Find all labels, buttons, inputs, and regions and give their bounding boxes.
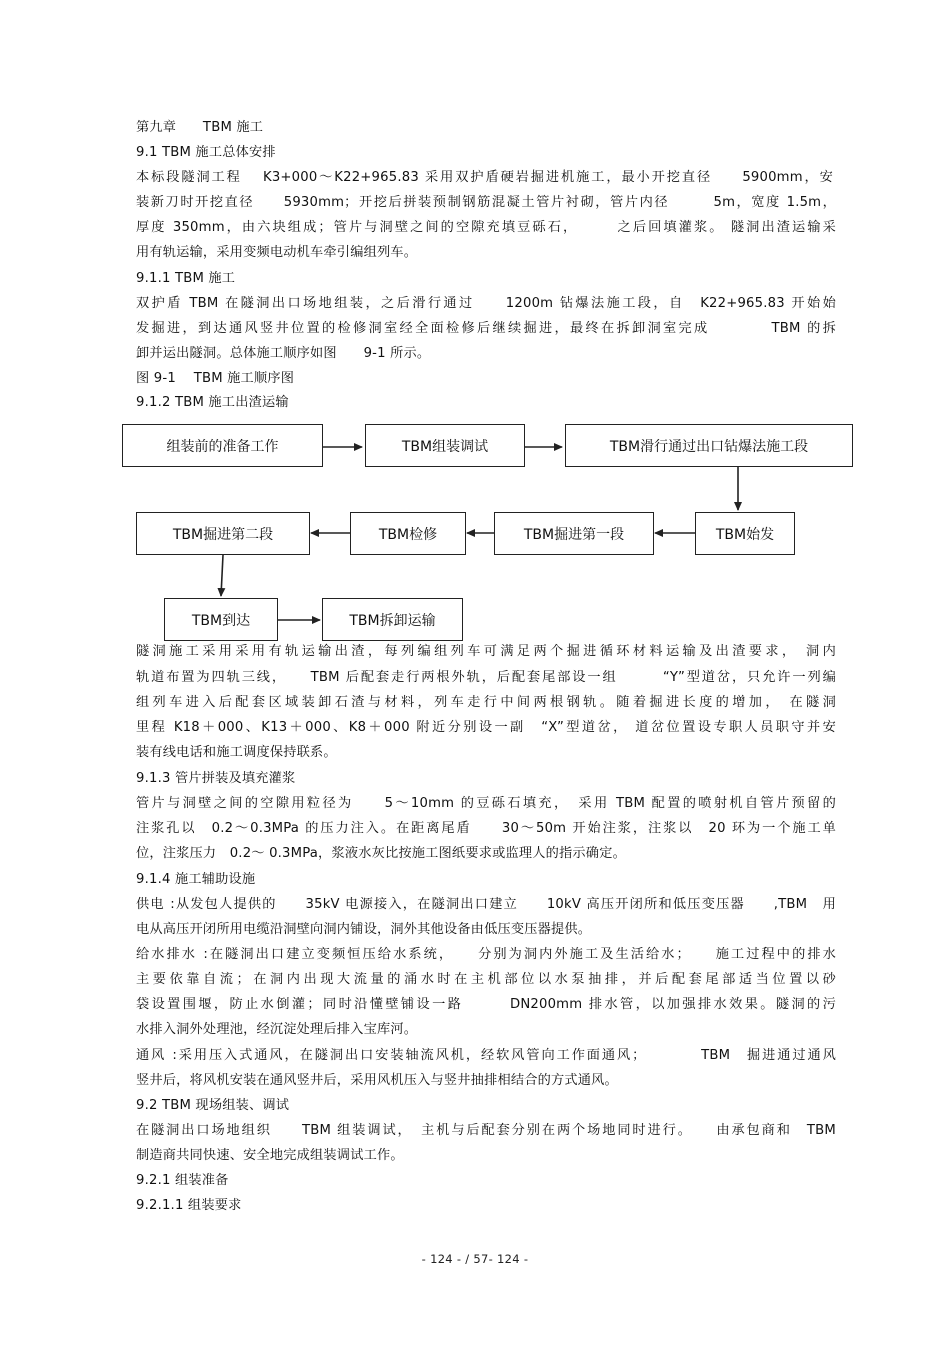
text-line-28: 水排入洞外处理池，经沉淀处理后排入宝库河。 bbox=[136, 1022, 418, 1037]
text-line-15: 组列车进入后配套区域装卸石渣与材料，列车走行中间两根钢轨。随着掘进长度的增加， 在隧洞 bbox=[136, 695, 836, 710]
text-line-31: 9.2 TBM 现场组装、调试 bbox=[136, 1098, 290, 1113]
flow-box-assembly: TBM组装调试 bbox=[365, 424, 525, 467]
text-line-8: 双护盾 TBM 在隧洞出口场地组装，之后滑行通过 1200m 钻爆法施工段，自 K22+965.83 开始始 bbox=[136, 296, 836, 311]
text-line-22: 9.1.4 施工辅助设施 bbox=[136, 872, 256, 887]
flow-box-prep: 组装前的准备工作 bbox=[122, 424, 323, 467]
text-line-5: 厚度 350mm，由六块组成；管片与洞壁之间的空隙充填豆砾石， 之后回填灌浆。 隧洞出渣运输采 bbox=[136, 220, 836, 235]
flow-box-disassembly: TBM拆卸运输 bbox=[322, 598, 463, 641]
text-line-20: 注浆孔以 0.2～0.3MPa 的压力注入。在距离尾盾 30～50m 开始注浆，注浆以 20 环为一个施工单 bbox=[136, 821, 836, 836]
text-line-24: 电从高压开闭所用电缆沿洞壁向洞内铺设，洞外其他设备由低压变压器提供。 bbox=[136, 922, 592, 937]
flow-box-stage1: TBM掘进第一段 bbox=[494, 512, 654, 555]
text-line-34: 9.2.1 组装准备 bbox=[136, 1173, 229, 1188]
text-line-11: 图 9-1 TBM 施工顺序图 bbox=[136, 371, 295, 386]
text-line-21: 位，注浆压力 0.2～ 0.3MPa，浆液水灰比按施工图纸要求或监理人的指示确定。 bbox=[136, 846, 626, 861]
text-line-33: 制造商共同快速、安全地完成组装调试工作。 bbox=[136, 1148, 404, 1163]
text-line-13: 隧洞施工采用采用有轨运输出渣，每列编组列车可满足两个掘进循环材料运输及出渣要求， 洞内 bbox=[136, 644, 836, 659]
text-line-19: 管片与洞壁之间的空隙用粒径为 5～10mm 的豆砾石填充， 采用 TBM 配置的喷射机自管片预留的 bbox=[136, 796, 836, 811]
text-line-16: 里程 K18＋000、K13＋000、K8＋000 附近分别设一副 “X”型道岔， 道岔位置设专职人员职守并安 bbox=[136, 720, 836, 735]
page-footer: - 124 - / 57- 124 - bbox=[421, 1252, 529, 1266]
text-line-23: 供电 :从发包人提供的 35kV 电源接入，在隧洞出口建立 10kV 高压开闭所和低压变压器 ,TBM 用 bbox=[136, 897, 836, 912]
text-line-12: 9.1.2 TBM 施工出渣运输 bbox=[136, 395, 289, 410]
text-line-35: 9.2.1.1 组装要求 bbox=[136, 1198, 242, 1213]
text-line-27: 袋设置围堰，防止水倒灌；同时沿懂壁铺设一路 DN200mm 排水管，以加强排水效果。隧洞的污 bbox=[136, 997, 836, 1012]
text-line-10: 卸并运出隧洞。总体施工顺序如图 9-1 所示。 bbox=[136, 346, 431, 361]
text-line-2: 9.1 TBM 施工总体安排 bbox=[136, 145, 276, 160]
text-line-4: 装新刀时开挖直径 5930mm；开挖后拼装预制钢筋混凝土管片衬砌，管片内径 5m，宽度 1.5m， bbox=[136, 195, 836, 210]
text-line-6: 用有轨运输，采用变频电动机车牵引编组列车。 bbox=[136, 245, 418, 260]
flow-box-arrival: TBM到达 bbox=[164, 598, 278, 641]
text-line-17: 装有线电话和施工调度保持联系。 bbox=[136, 745, 337, 760]
text-line-1: 第九章 TBM 施工 bbox=[136, 120, 264, 135]
flow-box-launch: TBM始发 bbox=[695, 512, 795, 555]
text-line-3: 本标段隧洞工程 K3+000～K22+965.83 采用双护盾硬岩掘进机施工，最小开挖直径 5900mm，安 bbox=[136, 170, 833, 185]
text-line-26: 主要依靠自流；在洞内出现大流量的涌水时在主机部位以水泵抽排，并后配套尾部适当位置以砂 bbox=[136, 972, 836, 987]
text-line-32: 在隧洞出口场地组织 TBM 组装调试， 主机与后配套分别在两个场地同时进行。 由承包商和 TBM bbox=[136, 1123, 836, 1138]
text-line-7: 9.1.1 TBM 施工 bbox=[136, 271, 236, 286]
text-line-25: 给水排水 :在隧洞出口建立变频恒压给水系统， 分别为洞内外施工及生活给水； 施工过程中的排水 bbox=[136, 947, 836, 962]
text-line-29: 通风 :采用压入式通风，在隧洞出口安装轴流风机，经软风管向工作面通风； TBM 掘进通过通风 bbox=[136, 1048, 836, 1063]
text-line-18: 9.1.3 管片拼装及填充灌浆 bbox=[136, 771, 296, 786]
flow-box-maintenance: TBM检修 bbox=[350, 512, 466, 555]
flow-box-stage2: TBM掘进第二段 bbox=[136, 512, 310, 555]
flow-box-slide: TBM滑行通过出口钻爆法施工段 bbox=[565, 424, 853, 467]
text-line-14: 轨道布置为四轨三线， TBM 后配套走行两根外轨，后配套尾部设一组 “Y”型道岔，只允许一列编 bbox=[136, 670, 836, 685]
text-line-9: 发掘进，到达通风竖井位置的检修洞室经全面检修后继续掘进，最终在拆卸洞室完成 TBM 的拆 bbox=[136, 321, 836, 336]
arrow-7 bbox=[221, 555, 223, 596]
text-line-30: 竖井后，将风机安装在通风竖井后，采用风机压入与竖井抽排相结合的方式通风。 bbox=[136, 1073, 618, 1088]
